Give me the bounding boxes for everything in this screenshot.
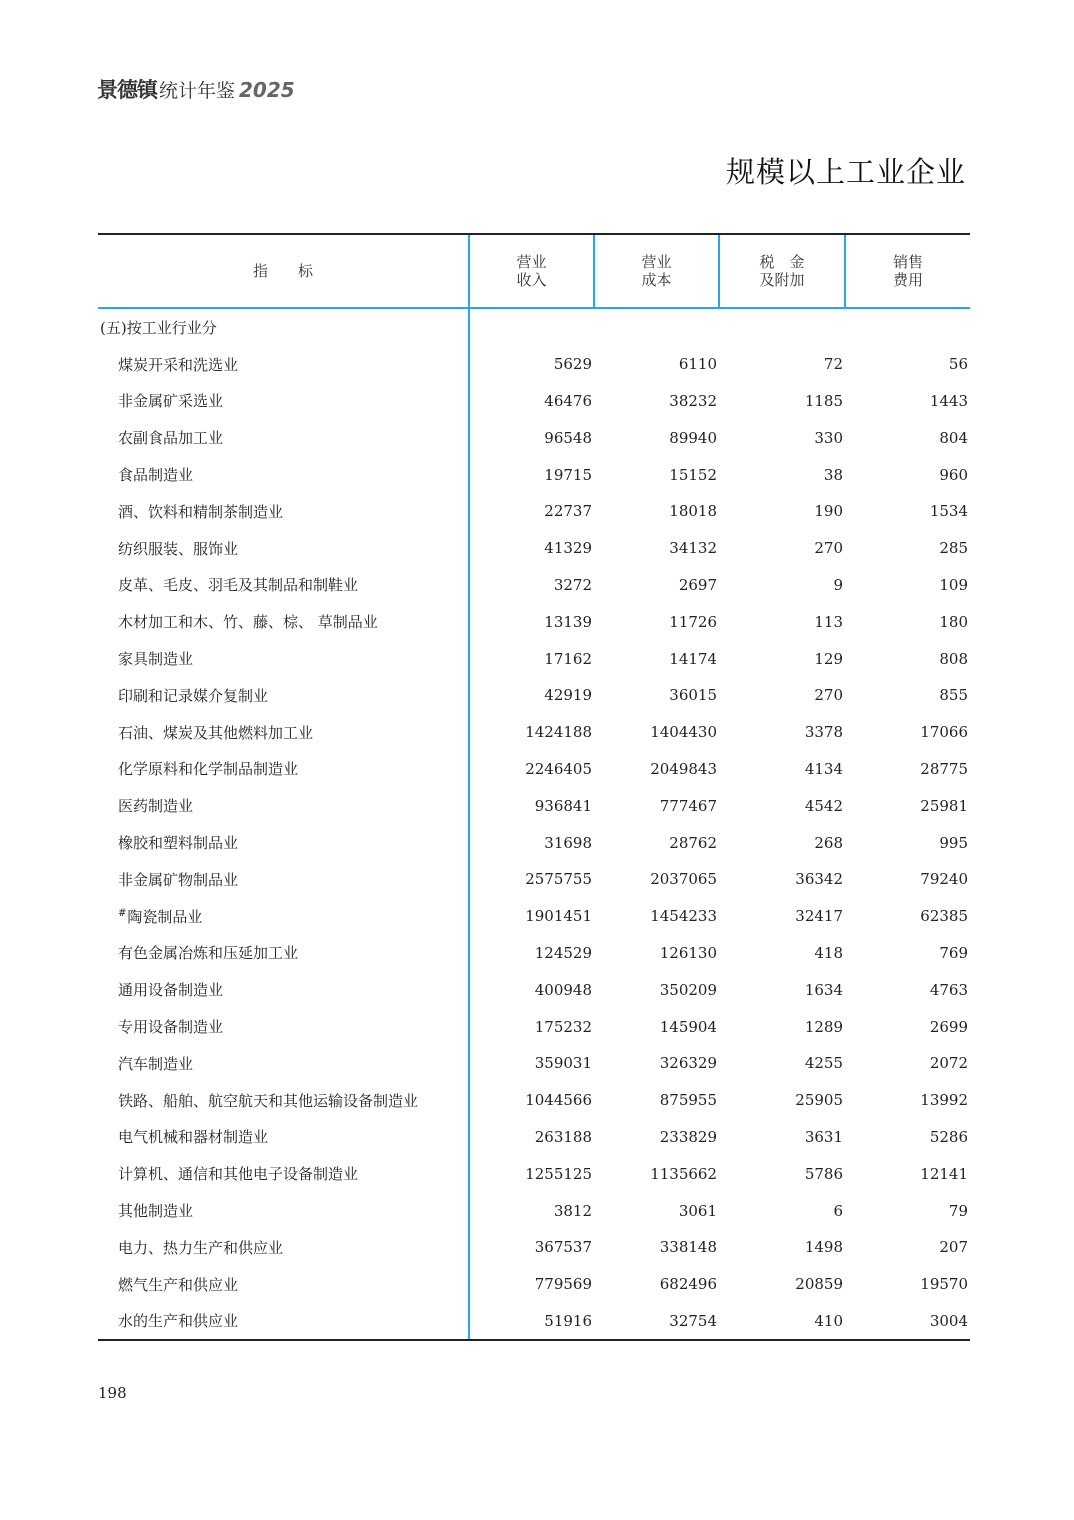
section-row <box>98 308 970 346</box>
cell-cost: 2697 <box>678 575 717 594</box>
row-label <box>98 603 469 640</box>
cell-taxes: 1185 <box>804 391 843 410</box>
cell-selling-expenses: 769 <box>939 943 968 962</box>
table-row <box>98 714 970 751</box>
table-row <box>98 1303 970 1341</box>
cell-cost: 38232 <box>669 391 717 410</box>
cell-revenue: 263188 <box>469 1119 594 1156</box>
col-header-taxes <box>719 234 845 308</box>
cell-cost: 338148 <box>659 1238 717 1257</box>
cell-selling-expenses: 79240 <box>920 870 968 889</box>
col-header-line: 收入 <box>516 271 547 289</box>
cell-cost: 34132 <box>669 539 717 558</box>
row-label <box>98 493 469 530</box>
col-header-line: 费用 <box>892 271 923 289</box>
cell-taxes: 3631 <box>804 1127 843 1146</box>
cell-selling-expenses: 1443 <box>929 391 968 410</box>
statistics-table <box>98 233 970 1341</box>
cell-taxes: 1289 <box>804 1017 843 1036</box>
cell-taxes: 25905 <box>795 1091 843 1110</box>
table-row <box>98 1082 970 1119</box>
cell-taxes: 410 <box>719 1303 845 1341</box>
yearbook-label: 统计年鉴 <box>159 80 236 102</box>
cell-selling-expenses: 285 <box>939 539 968 558</box>
cell-selling-expenses: 855 <box>939 686 968 705</box>
row-name: 煤炭开采和洗选业 <box>118 355 239 374</box>
row-label <box>98 677 469 714</box>
cell-taxes: 72 <box>823 355 843 374</box>
row-label <box>98 1045 469 1082</box>
cell-taxes: 3378 <box>804 723 843 742</box>
row-label <box>98 1266 469 1303</box>
cell-cost: 145904 <box>659 1017 717 1036</box>
row-label <box>98 1229 469 1266</box>
cell-taxes: 38 <box>823 465 843 484</box>
table-row <box>98 1266 970 1303</box>
row-name: 燃气生产和供应业 <box>118 1275 239 1294</box>
cell-revenue: 42919 <box>469 677 594 714</box>
cell-revenue: 31698 <box>469 824 594 861</box>
cell-revenue: 96548 <box>469 419 594 456</box>
table-row <box>98 383 970 420</box>
row-label <box>98 1008 469 1045</box>
cell-cost: 3061 <box>678 1201 717 1220</box>
cell-taxes: 4255 <box>804 1054 843 1073</box>
cell-cost: 32754 <box>594 1303 719 1341</box>
cell-revenue: 1901451 <box>469 898 594 935</box>
row-label <box>98 898 469 935</box>
col-header-line: 成本 <box>641 271 672 289</box>
cell-cost: 6110 <box>678 355 717 374</box>
cell-selling-expenses: 5286 <box>929 1127 968 1146</box>
cell-revenue: 124529 <box>469 935 594 972</box>
col-header-line: 营业 <box>516 253 547 271</box>
cell-cost: 875955 <box>659 1091 717 1110</box>
cell-selling-expenses: 4763 <box>929 980 968 999</box>
row-name: 皮革、毛皮、羽毛及其制品和制鞋业 <box>118 576 359 595</box>
table-row <box>98 640 970 677</box>
cell-taxes: 1634 <box>804 980 843 999</box>
table-row <box>98 1155 970 1192</box>
row-label <box>98 1119 469 1156</box>
cell-revenue: 3272 <box>469 567 594 604</box>
row-label <box>98 1192 469 1229</box>
yearbook-year: 2025 <box>239 78 295 102</box>
row-name: 非金属矿采选业 <box>118 392 224 411</box>
cell-cost: 11726 <box>669 612 717 631</box>
cell-revenue: 51916 <box>469 1303 594 1341</box>
cell-revenue: 22737 <box>469 493 594 530</box>
table-row <box>98 861 970 898</box>
cell-revenue: 779569 <box>469 1266 594 1303</box>
cell-cost: 1454233 <box>650 907 717 926</box>
table-row <box>98 824 970 861</box>
table-row <box>98 1229 970 1266</box>
col-header-cost <box>594 234 719 308</box>
table-row <box>98 751 970 788</box>
cell-selling-expenses: 13992 <box>920 1091 968 1110</box>
cell-selling-expenses: 28775 <box>920 759 968 778</box>
row-label <box>98 935 469 972</box>
cell-revenue: 19715 <box>469 456 594 493</box>
cell-taxes: 6 <box>833 1201 843 1220</box>
cell-taxes: 268 <box>814 833 843 852</box>
cell-taxes: 129 <box>814 649 843 668</box>
row-name: 石油、煤炭及其他燃料加工业 <box>118 723 314 742</box>
row-name: 非金属矿物制品业 <box>118 870 239 889</box>
cell-revenue: 3812 <box>469 1192 594 1229</box>
cell-taxes: 5786 <box>804 1164 843 1183</box>
row-label <box>98 456 469 493</box>
cell-revenue: 13139 <box>469 603 594 640</box>
row-name: 计算机、通信和其他电子设备制造业 <box>118 1165 359 1184</box>
row-name: 木材加工和木、竹、藤、棕、 草制品业 <box>118 613 378 632</box>
row-name: 电力、热力生产和供应业 <box>118 1238 284 1257</box>
row-name: 陶瓷制品业 <box>127 907 203 926</box>
cell-taxes: 270 <box>814 539 843 558</box>
cell-cost: 18018 <box>669 502 717 521</box>
row-label <box>98 1303 469 1341</box>
cell-cost: 126130 <box>659 943 717 962</box>
row-label <box>98 1155 469 1192</box>
row-name: 电气机械和器材制造业 <box>118 1128 269 1147</box>
col-header-selling-expenses <box>845 234 970 308</box>
cell-selling-expenses: 1534 <box>929 502 968 521</box>
row-label <box>98 861 469 898</box>
table-row <box>98 603 970 640</box>
cell-cost: 2049843 <box>650 759 717 778</box>
cell-revenue: 2246405 <box>469 751 594 788</box>
cell-revenue: 936841 <box>469 787 594 824</box>
cell-revenue: 1255125 <box>469 1155 594 1192</box>
cell-taxes: 4134 <box>804 759 843 778</box>
cell-revenue: 400948 <box>469 971 594 1008</box>
table-row <box>98 971 970 1008</box>
row-name: 家具制造业 <box>118 650 194 669</box>
brand-name: 景德镇 <box>97 78 157 102</box>
cell-selling-expenses: 56 <box>948 355 968 374</box>
cell-taxes: 190 <box>814 502 843 521</box>
cell-selling-expenses: 17066 <box>920 723 968 742</box>
row-label <box>98 1082 469 1119</box>
row-name: 水的生产和供应业 <box>118 1312 239 1331</box>
table-row <box>98 530 970 567</box>
row-label <box>98 640 469 677</box>
cell-selling-expenses: 180 <box>939 612 968 631</box>
col-header-line: 营业 <box>641 253 672 271</box>
cell-taxes: 36342 <box>795 870 843 889</box>
row-name: 印刷和记录媒介复制业 <box>118 686 269 705</box>
cell-selling-expenses: 25981 <box>920 796 968 815</box>
running-header <box>97 74 295 104</box>
cell-taxes: 113 <box>814 612 843 631</box>
col-header-revenue <box>469 234 594 308</box>
cell-revenue: 1044566 <box>469 1082 594 1119</box>
cell-revenue: 1424188 <box>469 714 594 751</box>
cell-selling-expenses: 2699 <box>929 1017 968 1036</box>
row-name: 有色金属冶炼和压延加工业 <box>118 944 299 963</box>
row-label <box>98 567 469 604</box>
row-label <box>98 419 469 456</box>
table-row <box>98 787 970 824</box>
row-label <box>98 383 469 420</box>
cell-selling-expenses: 19570 <box>920 1275 968 1294</box>
cell-selling-expenses: 2072 <box>929 1054 968 1073</box>
table-row <box>98 677 970 714</box>
row-label <box>98 751 469 788</box>
cell-cost: 89940 <box>669 428 717 447</box>
table-row <box>98 493 970 530</box>
row-name: 纺织服装、服饰业 <box>118 539 239 558</box>
row-label <box>98 346 469 383</box>
cell-taxes: 20859 <box>795 1275 843 1294</box>
table-row <box>98 346 970 383</box>
row-name: 铁路、船舶、航空航天和其他运输设备制造业 <box>118 1091 419 1110</box>
cell-selling-expenses: 12141 <box>920 1164 968 1183</box>
cell-cost: 233829 <box>659 1127 717 1146</box>
table-row <box>98 456 970 493</box>
row-name: 专用设备制造业 <box>118 1018 224 1037</box>
cell-revenue: 359031 <box>469 1045 594 1082</box>
cell-revenue: 367537 <box>469 1229 594 1266</box>
col-header-line: 销售 <box>892 253 923 271</box>
cell-cost: 1135662 <box>650 1164 717 1183</box>
section-label: (五)按工业行业分 <box>100 318 217 337</box>
row-name: 汽车制造业 <box>118 1054 194 1073</box>
col-header-line: 及附加 <box>759 271 805 289</box>
row-label <box>98 971 469 1008</box>
row-label <box>98 530 469 567</box>
row-label <box>98 824 469 861</box>
table-row <box>98 567 970 604</box>
row-name: 酒、饮料和精制茶制造业 <box>118 502 284 521</box>
cell-selling-expenses: 207 <box>939 1238 968 1257</box>
row-name: 橡胶和塑料制品业 <box>118 834 239 853</box>
cell-taxes: 1498 <box>804 1238 843 1257</box>
cell-cost: 777467 <box>659 796 717 815</box>
page-number: 198 <box>98 1384 127 1402</box>
cell-cost: 326329 <box>659 1054 717 1073</box>
table-row <box>98 1045 970 1082</box>
row-name: 其他制造业 <box>118 1202 194 1221</box>
cell-selling-expenses: 804 <box>939 428 968 447</box>
cell-revenue: 175232 <box>469 1008 594 1045</box>
cell-cost: 350209 <box>659 980 717 999</box>
col-header-indicator: 指 标 <box>98 234 469 308</box>
subitem-mark: # <box>118 907 127 919</box>
table-header-row <box>98 234 970 308</box>
cell-taxes: 270 <box>814 686 843 705</box>
cell-taxes: 32417 <box>795 907 843 926</box>
cell-cost: 14174 <box>669 649 717 668</box>
table-row <box>98 1008 970 1045</box>
col-header-line: 税 金 <box>759 253 805 271</box>
row-name: 化学原料和化学制品制造业 <box>118 760 299 779</box>
row-name: 食品制造业 <box>118 466 194 485</box>
cell-taxes: 330 <box>814 428 843 447</box>
cell-revenue: 17162 <box>469 640 594 677</box>
cell-cost: 15152 <box>669 465 717 484</box>
row-label <box>98 714 469 751</box>
cell-revenue: 5629 <box>469 346 594 383</box>
cell-selling-expenses: 62385 <box>920 907 968 926</box>
cell-selling-expenses: 109 <box>939 575 968 594</box>
row-label <box>98 787 469 824</box>
cell-taxes: 9 <box>833 575 843 594</box>
cell-revenue: 2575755 <box>469 861 594 898</box>
cell-cost: 28762 <box>669 833 717 852</box>
cell-cost: 682496 <box>659 1275 717 1294</box>
cell-revenue: 46476 <box>469 383 594 420</box>
table-row <box>98 935 970 972</box>
cell-selling-expenses: 3004 <box>845 1303 970 1341</box>
cell-selling-expenses: 808 <box>939 649 968 668</box>
table-row <box>98 1192 970 1229</box>
cell-cost: 2037065 <box>650 870 717 889</box>
cell-taxes: 4542 <box>804 796 843 815</box>
cell-revenue: 41329 <box>469 530 594 567</box>
cell-taxes: 418 <box>814 943 843 962</box>
cell-selling-expenses: 995 <box>939 833 968 852</box>
table-row <box>98 898 970 935</box>
page-title: 规模以上工业企业 <box>725 155 966 189</box>
table-row <box>98 419 970 456</box>
row-name: 医药制造业 <box>118 797 194 816</box>
row-name: 农副食品加工业 <box>118 429 224 448</box>
table-row <box>98 1119 970 1156</box>
cell-selling-expenses: 79 <box>948 1201 968 1220</box>
cell-cost: 1404430 <box>650 723 717 742</box>
cell-cost: 36015 <box>669 686 717 705</box>
cell-selling-expenses: 960 <box>939 465 968 484</box>
row-name: 通用设备制造业 <box>118 981 224 1000</box>
